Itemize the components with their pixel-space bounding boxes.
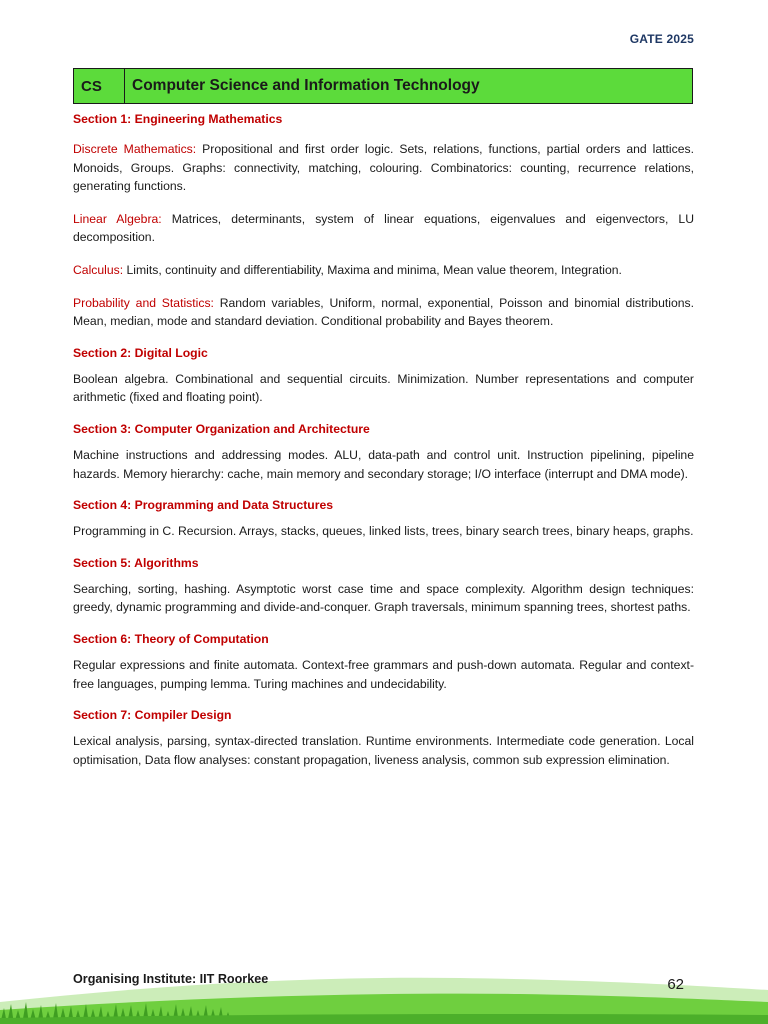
topic-paragraph	[73, 140, 694, 196]
section-paragraph: Lexical analysis, parsing, syntax-directed translation. Runtime environments. Intermediate code generation. Local optimisation, Data flow analyses: constant propagation, liveness analysis, common sub expression elimination.	[73, 734, 694, 767]
section-paragraph: Machine instructions and addressing modes. ALU, data-path and control unit. Instruction pipelining, pipeline hazards. Memory hierarchy: cache, main memory and secondary storage; I/O interface (interrupt and DMA mode).	[73, 447, 694, 481]
topic-paragraph	[73, 210, 694, 247]
footer-organiser: Organising Institute: IIT Roorkee	[73, 972, 269, 986]
section-heading: Section 7: Compiler Design	[73, 708, 232, 723]
section-heading: Section 6: Theory of Computation	[73, 631, 269, 646]
section-paragraph: Regular expressions and finite automata. Context-free grammars and push-down automata. Regular and context-free languages, pumping lemma. Turing machines and undecidability.	[73, 657, 694, 691]
section-heading: Section 5: Algorithms	[73, 555, 199, 570]
topic-label: Linear Algebra:	[73, 211, 162, 226]
section-paragraph: Programming in C. Recursion. Arrays, stacks, queues, linked lists, trees, binary search trees, binary heaps, graphs.	[73, 524, 694, 539]
topic-paragraph	[73, 261, 694, 280]
subject-name: Computer Science and Information Technology	[132, 77, 480, 94]
page-number: 62	[667, 976, 684, 993]
section-paragraph: Searching, sorting, hashing. Asymptotic worst case time and space complexity. Algorithm design techniques: greedy, dynamic programming and divide-and-conquer. Graph traversals, minimum spanning trees, shortest paths.	[73, 581, 694, 615]
topic-text: Limits, continuity and differentiability, Maxima and minima, Mean value theorem, Integration.	[123, 262, 622, 277]
section-heading: Section 2: Digital Logic	[73, 345, 208, 360]
topic-text: Propositional and first order logic. Sets, relations, functions, partial orders and lattices. Monoids, Groups. Graphs: connectivity, matching, colouring. Combinatorics: counting, recurrence relations, generating functions.	[73, 142, 694, 194]
topic-text: Random variables, Uniform, normal, exponential, Poisson and binomial distributions. Mean, median, mode and standard deviation. Conditional probability and Bayes theorem.	[73, 295, 694, 329]
topic-paragraph	[73, 294, 694, 331]
topic-text: Matrices, determinants, system of linear equations, eigenvalues and eigenvectors, LU decomposition.	[73, 211, 694, 245]
topic-label: Discrete Mathematics:	[73, 142, 197, 156]
section-heading: Section 4: Programming and Data Structures	[73, 498, 334, 513]
topic-label: Calculus:	[73, 262, 124, 277]
section-paragraph: Boolean algebra. Combinational and sequential circuits. Minimization. Number representations and computer arithmetic (fixed and floating point).	[73, 371, 694, 405]
subject-header-box	[73, 68, 693, 104]
section-heading: Section 1: Engineering Mathematics	[73, 112, 283, 126]
syllabus-content	[73, 111, 694, 783]
section-heading: Section 3: Computer Organization and Architecture	[73, 421, 370, 436]
subject-code: CS	[74, 69, 125, 103]
exam-label: GATE 2025	[629, 32, 694, 46]
topic-label: Probability and Statistics:	[73, 295, 214, 310]
